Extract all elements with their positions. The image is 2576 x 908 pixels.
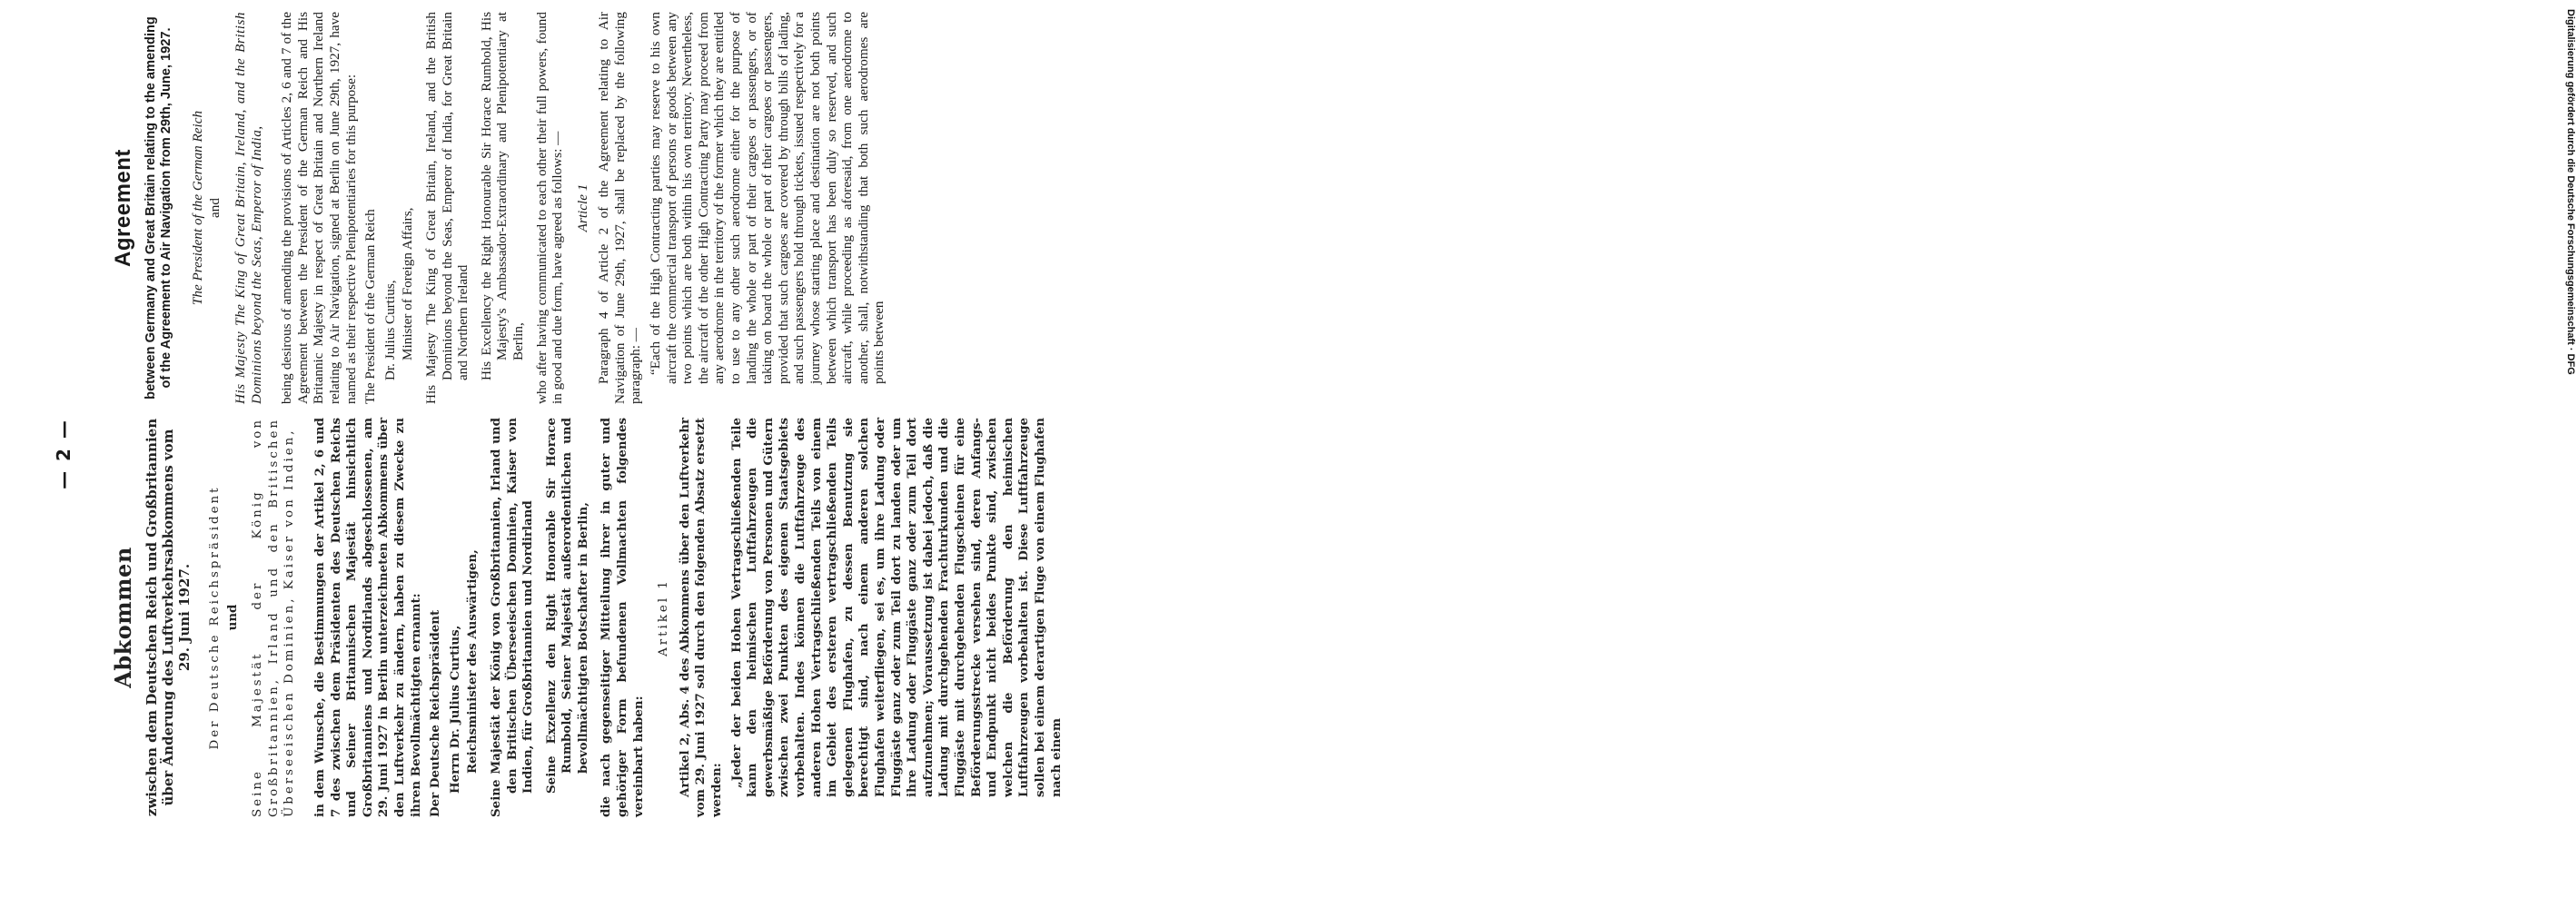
english-agreed-text: who after having communicated to each other their full powers, found in good and due form, have agreed as follows: —: [533, 12, 566, 404]
english-title: Agreement: [111, 149, 135, 267]
english-plenipotentiary-2-head: His Majesty The King of Great Britain, Ireland, and the British Dominions beyond the Seas, Emperor of India, for Great Britain and Northern Ireland: [422, 12, 471, 404]
english-article-quote: “Each of the High Contracting parties may reserve to his own aircraft the commercial transport of persons or goods between any two points which are both within his own territory. Nevertheless, the aircraft of the other High Contracting Party may proceed from any aerodrome in the territory of the former which they are entitled to use to any other such aerodrome either for the purpose of landing the whole or part of their cargoes or passengers, or of taking on board the whole or part of their cargoes or passengers, provided that such cargoes are covered by through bills of lading, and such passengers hold through tickets, issued respectively for a journey whose starting place and destination are not both points between which transport has been duly so reserved, and such aircraft, while proceeding as aforesaid, from one aerodrome to another, shall, notwithstanding that both such aerodromes are points between: [648, 12, 887, 384]
english-party-2: His Majesty The King of Great Britain, Ireland, and the British Dominions beyond the Seas, Emperor of India,: [233, 12, 264, 404]
german-column: [109, 418, 1068, 817]
document-page: [0, 0, 1253, 908]
english-and: and: [207, 198, 223, 218]
german-plenipotentiary-2-head: Seine Majestät der König von Großbritannien, Irland und den Britischen Überseeischen Dominien, Kaiser von Indien, für Großbritannien und Nordirland: [488, 418, 536, 817]
german-preamble: in dem Wunsche, die Bestimmungen der Artikel 2, 6 und 7 des zwischen dem Präsidenten des Deutschen Reichs und Seiner Britannischen Majestät hinsichtlich Großbritanniens und Nordirlands abgeschlossenen, am 29. Juni 1927 in Berlin unterzeichneten Abkommens über den Luftverkehr zu ändern, haben zu diesem Zwecke zu ihren Bevollmächtigten ernannt:: [312, 418, 423, 817]
english-article-heading: Article 1: [574, 183, 590, 232]
german-title: Abkommen: [110, 547, 136, 688]
german-party-2: Seine Majestät der König von Großbritannien, Irland und den Britischen Überseeischen Dominien, Kaiser von Indien,: [251, 418, 297, 817]
german-party-1: Der Deutsche Reichspräsident: [208, 485, 222, 750]
english-subtitle: between Germany and Great Britain relating to the amending of the Agreement to Air Navigation from 29th, June, 1927.: [144, 16, 174, 400]
english-column: [109, 12, 891, 404]
german-plenipotentiary-2-body: Seine Exzellenz den Right Honorable Sir Horace Rumbold, Seiner Majestät außerordentlichen und bevollmächtigten Botschafter in Berlin,: [543, 418, 590, 794]
english-party-1: The President of the German Reich: [189, 110, 205, 306]
german-agreed-text: die nach gegenseitiger Mitteilung ihrer in guter und gehöriger Form befundenen Vollmachten folgendes vereinbart haben:: [599, 418, 646, 817]
english-plenipotentiary-1-head: The President of the German Reich: [362, 209, 379, 404]
german-article-heading: Artikel 1: [657, 578, 671, 656]
german-article-intro: Artikel 2, Abs. 4 des Abkommens über den Luftverkehr vom 29. Juni 1927 soll durch den folgenden Absatz ersetzt werden:: [677, 418, 725, 817]
german-subtitle: zwischen dem Deutschen Reich und Großbritannien über Änderung des Luftverkehrsabkommens vom 29. Juni 1927.: [144, 418, 193, 817]
german-plenipotentiary-1-head: Der Deutsche Reichspräsident: [428, 609, 443, 817]
page-number: — 2 —: [53, 419, 74, 489]
english-plenipotentiary-2-body: His Excellency the Right Honourable Sir Horace Rumbold, His Majesty's Ambassador-Extraordinary and Plenipotentiary at Berlin,: [478, 12, 526, 380]
digitization-sidebar: [1281, 0, 2576, 908]
english-plenipotentiary-1-title: Minister of Foreign Affairs,: [400, 207, 416, 360]
english-article-intro: Paragraph 4 of Article 2 of the Agreement relating to Air Navigation of June 29th, 1927, shall be replaced by the following paragraph: —: [596, 12, 644, 404]
digitization-note: Digitalisierung gefördert durch die Deutsche Forschungsgemeinschaft · DFG: [2565, 9, 2576, 375]
english-plenipotentiary-1-name: Dr. Julius Curtius,: [381, 280, 398, 380]
german-article-quote: „Jeder der beiden Hohen Vertragschließenden Teile kann den heimischen Luftfahrzeugen die gewerbsmäßige Beförderung von Personen und Gütern zwischen zwei Punkten des eigenen Staatsgebiets vorbehalten. Indes können die Luftfahrzeuge des anderen Hohen Vertragschließenden Teils von einem im Gebiet des ersteren vertragschließenden Teils gelegenen Flughafen, zu dessen Benutzung sie berechtigt sind, nach einem anderen solchen Flughafen weiterfliegen, sei es, um ihre Ladung oder Fluggäste ganz oder zum Teil dort zu landen oder um ihre Ladung oder Fluggäste ganz oder zum Teil dort aufzunehmen; Voraussetzung ist dabei jedoch, daß die Ladung mit durchgehenden Frachturkunden und die Fluggäste mit durchgehenden Flugscheinen für eine Beförderungsstrecke versehen sind, deren Anfangs- und Endpunkt nicht beides Punkte sind, zwischen welchen die Beförderung den heimischen Luftfahrzeugen vorbehalten ist. Diese Luftfahrzeuge sollen bei einem derartigen Fluge von einem Flughafen nach einem: [728, 418, 1064, 797]
german-plenipotentiary-1-title: Reichsminister des Auswärtigen,: [465, 549, 481, 774]
english-preamble: being desirous of amending the provisions of Articles 2, 6 and 7 of the Agreement between the President of the German Reich and His Britannic Majesty in respect of Great Britain and Northern Ireland relating to Air Navigation, signed at Berlin on June 29th, 1927, have named as their respective Plenipotentiaries for this purpose:: [279, 12, 359, 404]
german-and: und: [224, 604, 240, 631]
german-plenipotentiary-1-name: Herrn Dr. Julius Curtius,: [447, 625, 462, 794]
